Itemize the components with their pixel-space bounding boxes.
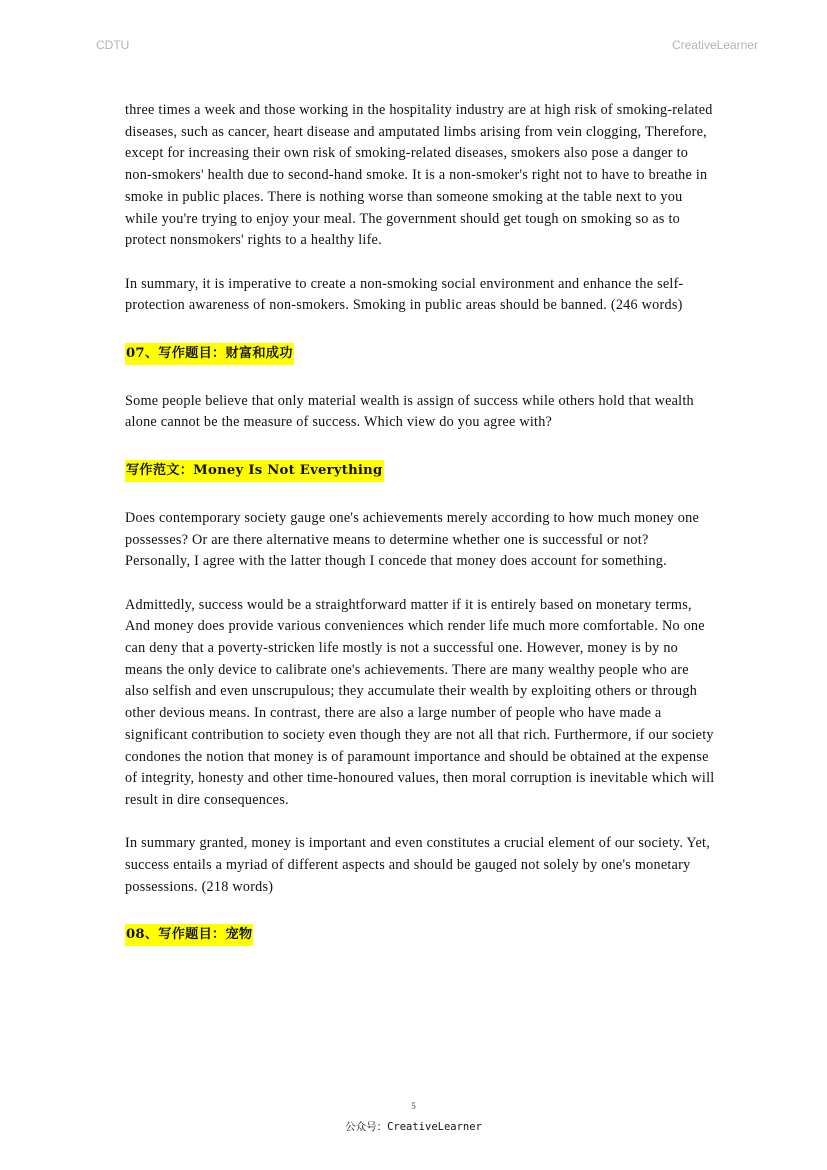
page-number: 5: [411, 1101, 416, 1111]
heading-topic-08: [125, 924, 715, 946]
paragraph-smoking-risk: three times a week and those working in the hospitality industry are at high risk of smoking-related diseases, such as cancer, heart disease and amputated limbs arising from vein clogging, Therefore, except for increasing their own risk of smoking-related diseases, smokers also pose a danger to non-smokers' health due to second-hand smoke. It is a non-smoker's right not to have to breathe in smoke in public places. There is nothing worse than someone smoking at the table next to you while you're trying to enjoy your meal. The government should get tough on smoking so as to protect nonsmokers' rights to a healthy life.: [125, 102, 713, 249]
heading-topic-07-text: 07、写作题目：财富和成功: [125, 343, 294, 365]
paragraph-conclusion: In summary granted, money is important and even constitutes a crucial element of our society. Yet, success entails a myriad of different aspects and should be gauged not solely by one's monetary possessions. (218 words): [125, 835, 711, 895]
paragraph-topic-prompt: Some people believe that only material wealth is assign of success while others hold that wealth alone cannot be the measure of success. Which view do you agree with?: [125, 392, 694, 431]
heading-sample-essay-text: 写作范文：Money Is Not Everything: [125, 460, 384, 482]
heading-topic-07: [125, 343, 715, 365]
header-right: CreativeLearner: [671, 38, 758, 52]
paragraph-smoking-summary: In summary, it is imperative to create a non-smoking social environment and enhance the self-protection awareness of non-smokers. Smoking in public areas should be banned. (246 words): [125, 275, 684, 314]
document-body: [125, 100, 715, 972]
heading-topic-08-text: 08、写作题目：宠物: [125, 924, 253, 946]
header-left: CDTU: [96, 38, 130, 52]
paragraph-body: Admittedly, success would be a straightforward matter if it is entirely based on monetary terms, And money does provide various conveniences which render life much more comfortable. No one can deny that a poverty-stricken life mostly is not a successful one. However, money is by no means the only device to calibrate one's achievements. There are many wealthy people who are also selfish and even unscrupulous; they accumulate their wealth by exploiting others or through other devious means. In contrast, there are also a large number of people who have made a significant contribution to society even though they are not all that rich. Furthermore, if our society condones the notion that money is of paramount importance and should be obtained at the expense of integrity, honesty and other time-honoured values, then moral corruption is inevitable which will result in dire consequences.: [125, 596, 715, 808]
heading-sample-essay: [125, 460, 715, 482]
paragraph-intro: Does contemporary society gauge one's achievements merely according to how much money one possesses? Or are there alternative means to determine whether one is successful or not? Personally, I agree with the latter though I concede that money does account for something.: [125, 509, 699, 570]
footer-account: 公众号：CreativeLearner: [345, 1121, 482, 1133]
